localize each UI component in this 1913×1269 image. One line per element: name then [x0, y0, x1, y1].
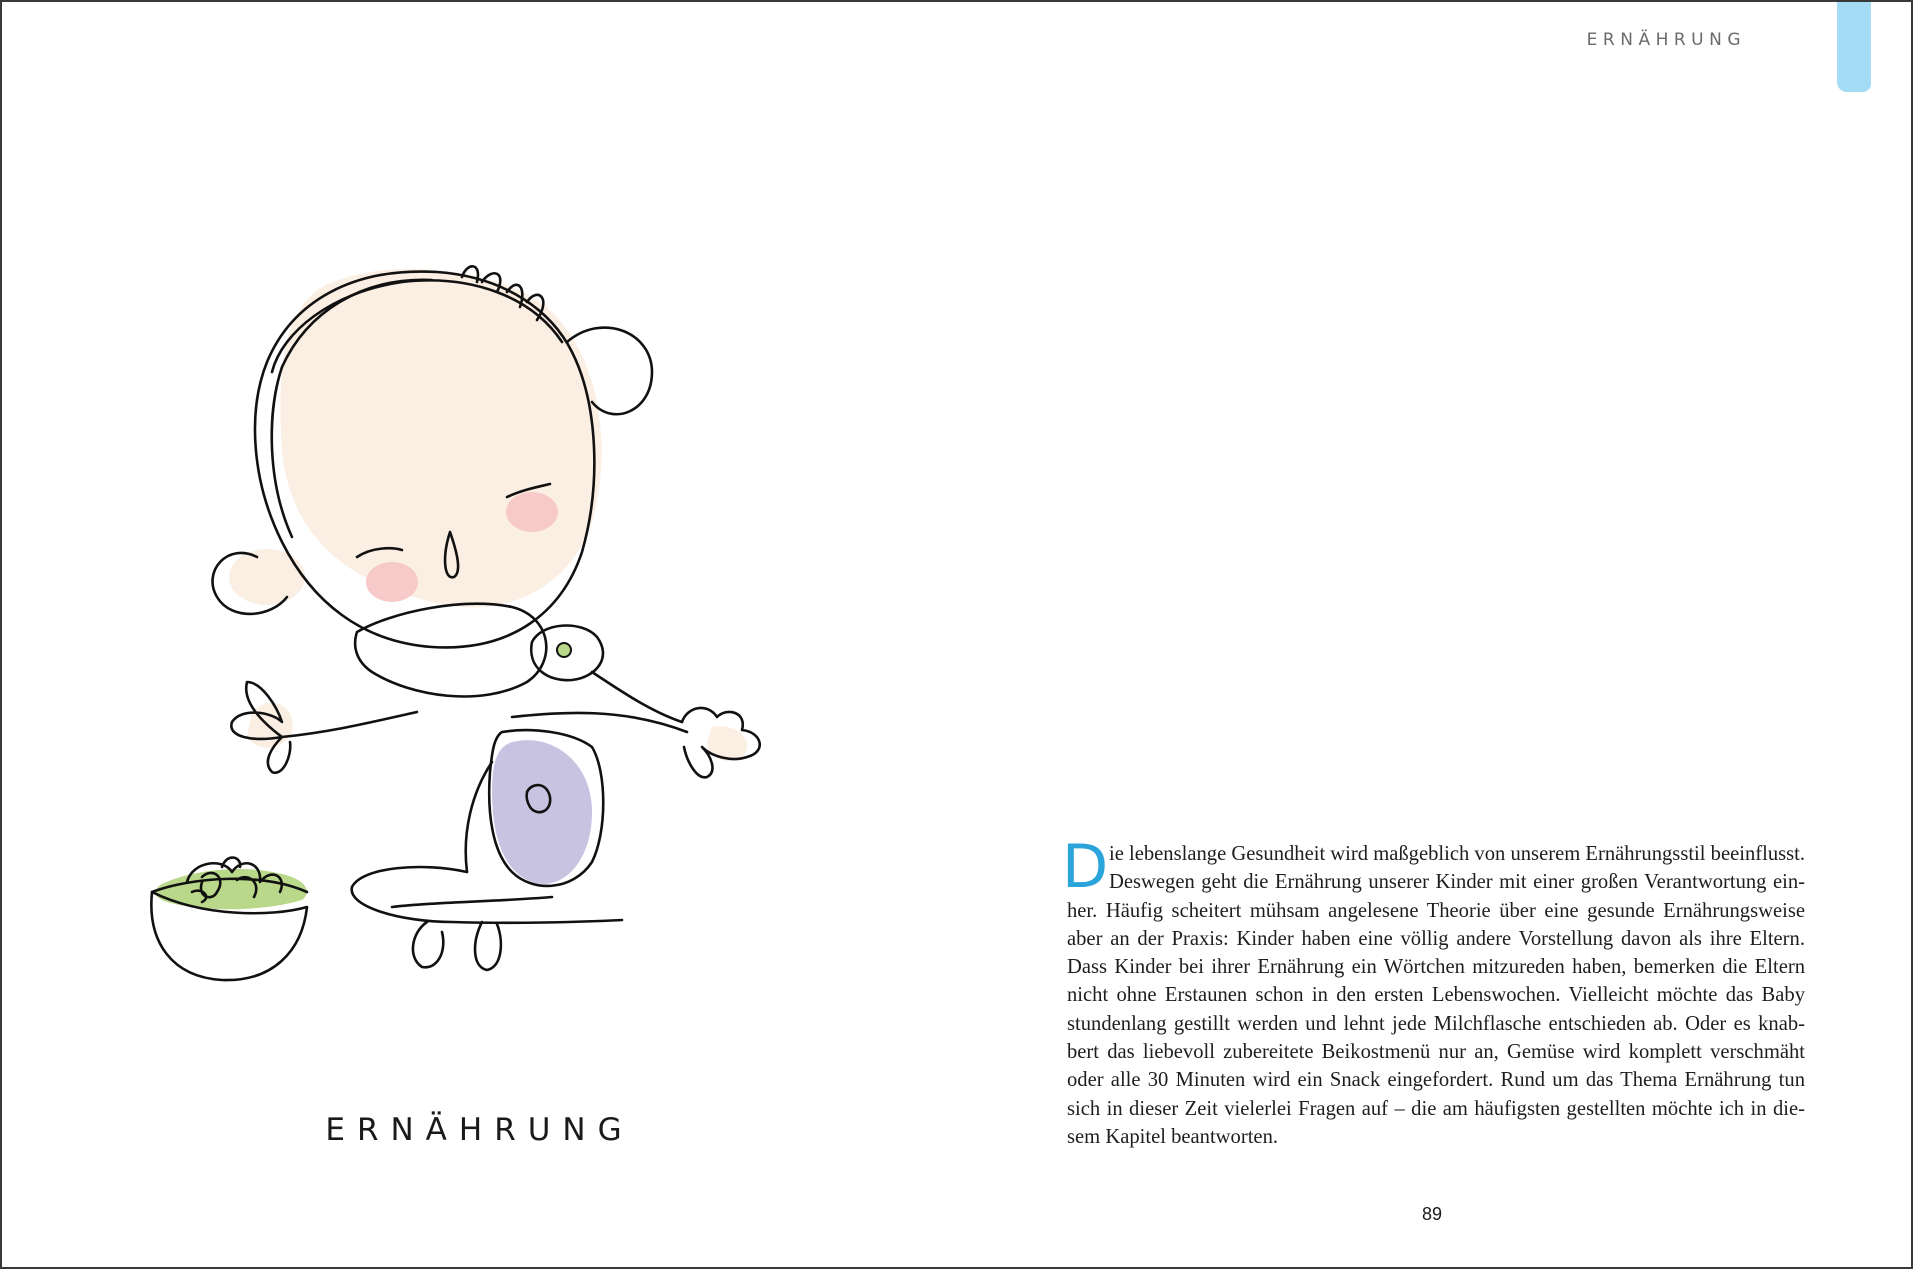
text-line: nicht ohne Erstaunen schon in den ersten Lebenswochen. Vielleicht möchte das Baby — [1067, 984, 1805, 1007]
text-line: ie lebenslange Gesundheit wird maßgeblich von unserem Ernährungsstil beeinflusst. — [1109, 843, 1806, 865]
baby-eating-illustration — [132, 252, 792, 992]
face-skin-wash — [280, 269, 601, 607]
chapter-thumb-tab — [1837, 0, 1871, 92]
page-number: 89 — [1422, 1204, 1443, 1224]
text-line: stundenlang gestillt werden und lehnt jede Milchflasche entschieden ab. Oder es knab- — [1067, 1012, 1805, 1035]
text-line: oder alle 30 Minuten wird ein Snack eingefordert. Rund um das Thema Ernährung tun — [1067, 1069, 1805, 1092]
left-foot — [413, 922, 443, 967]
text-line: bert das liebevoll zubereitete Beikostmenü nur an, Gemüse wird komplett verschmäht — [1067, 1041, 1805, 1064]
open-mouth — [355, 604, 546, 697]
text-line: aber an der Praxis: Kinder haben eine völlig andere Vorstellung davon als ihre Eltern. — [1067, 927, 1805, 950]
right-arm — [512, 713, 687, 732]
pea-on-spoon — [557, 643, 571, 657]
left-arm — [282, 712, 417, 737]
leg-fold — [392, 897, 552, 907]
running-head: ERNÄHRUNG — [1586, 30, 1746, 50]
intro-paragraph — [1067, 840, 1805, 1151]
text-line: Dass Kinder bei ihrer Ernährung ein Wörtchen mitzureden haben, bemerken die Eltern — [1067, 956, 1805, 979]
right-foot — [475, 922, 501, 970]
chapter-title: ERNÄHRUNG — [325, 1112, 634, 1148]
text-line: Deswegen geht die Ernährung unserer Kinder mit einer großen Verantwortung ein- — [1109, 871, 1805, 894]
left-cheek — [366, 562, 418, 602]
text-line: sem Kapitel beantworten. — [1067, 1125, 1279, 1148]
body-left — [466, 762, 492, 872]
drop-cap: D — [1062, 832, 1109, 902]
text-line: her. Häufig scheitert mühsam angelesene Theorie über eine gesunde Ernährungsweise — [1067, 899, 1805, 922]
left-ear-wash — [229, 549, 305, 605]
right-cheek — [506, 492, 558, 532]
text-line: sich in dieser Zeit vielerlei Fragen auf – die am häufigsten gestellten möchte ich in die- — [1067, 1097, 1805, 1120]
